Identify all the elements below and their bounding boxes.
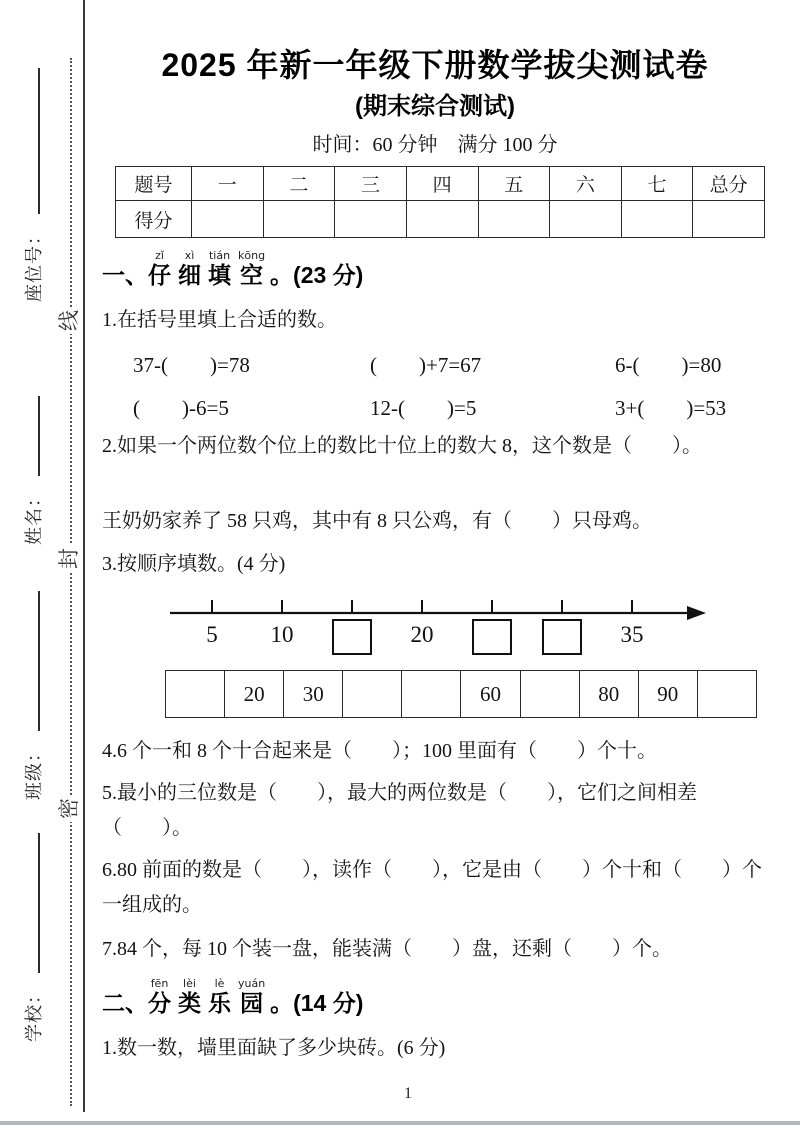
student-name-field: [20, 396, 46, 545]
school-label: 学校：: [24, 985, 44, 1042]
seal-char-xian: 线: [58, 307, 80, 334]
score-cell-empty: [550, 201, 622, 238]
section2-question-1-text: 1.数一数，墙里面缺了多少块砖。(6 分): [102, 1037, 446, 1059]
ruby-char: 园yuán: [238, 977, 266, 1016]
section2-prefix: 二、: [102, 990, 148, 1016]
question-6-text: 6.80 前面的数是（ ），读作（ ），它是由（ ）个十和（ ）个一组成的。: [102, 859, 762, 916]
sequence-cell: [697, 671, 756, 718]
blank-line: [24, 396, 40, 476]
sequence-table: [165, 670, 757, 718]
score-table-score-row: [116, 201, 765, 238]
ruby-char: 填tián: [208, 249, 231, 288]
bottom-edge-bar: [0, 1121, 800, 1125]
equation: ( )-6=5: [133, 395, 229, 420]
blank-line: [24, 591, 40, 731]
arrow-head: [687, 606, 706, 620]
section1-prefix: 一、: [102, 262, 148, 288]
score-cell-empty: [406, 201, 478, 238]
col-3: 三: [335, 167, 407, 201]
hen-question-text: 王奶奶家养了 58 只鸡，其中有 8 只公鸡，有（ ）只母鸡。: [102, 510, 652, 532]
ruby-char: 空kōng: [238, 249, 266, 288]
col-1: 一: [192, 167, 264, 201]
sequence-cell: 20: [225, 671, 284, 718]
page-subtitle: (期末综合测试): [355, 93, 515, 120]
tick-label: 20: [410, 622, 434, 647]
score-label: 得分: [116, 201, 192, 238]
section1-heading: [102, 250, 363, 290]
score-table: [115, 166, 765, 238]
question-7-text: 7.84 个，每 10 个装一盘，能装满（ ）盘，还剩（ ）个。: [102, 938, 672, 960]
equation-row: [103, 385, 783, 428]
score-table-header-row: [116, 167, 765, 201]
answer-box: [473, 620, 511, 654]
score-cell-empty: [621, 201, 693, 238]
ruby-char: 分fēn: [148, 977, 171, 1016]
col-6: 六: [550, 167, 622, 201]
col-4: 四: [406, 167, 478, 201]
seal-char-feng: 封: [58, 545, 80, 572]
blank-line: [24, 68, 40, 214]
sequence-cell: [402, 671, 461, 718]
score-cell-empty: [263, 201, 335, 238]
seal-char-mi: 密: [58, 795, 80, 822]
question-number-label: 题号: [116, 167, 192, 201]
fill-equations: [103, 342, 783, 428]
question-5-text: 5.最小的三位数是（ ），最大的两位数是（ ），它们之间相差（ ）。: [102, 782, 697, 839]
sequence-cell: [343, 671, 402, 718]
class-field: [20, 591, 46, 800]
col-7: 七: [621, 167, 693, 201]
tick-label: 10: [270, 622, 294, 647]
equation: 3+( )=53: [615, 395, 727, 420]
ruby-char: 乐lè: [208, 977, 231, 1016]
equation: 37-( )=78: [133, 352, 250, 377]
ruby-char: 细xì: [178, 249, 201, 288]
class-label: 班级：: [24, 743, 44, 800]
student-name-label: 姓名：: [24, 488, 44, 545]
seat-number-field: [20, 68, 46, 302]
blank-line: [24, 833, 40, 973]
seat-number-label: 座位号：: [24, 226, 44, 302]
equation: 12-( )=5: [370, 395, 477, 420]
col-2: 二: [263, 167, 335, 201]
number-line: [165, 590, 725, 662]
section2-points: 。(14 分): [270, 990, 364, 1016]
score-cell-empty: [192, 201, 264, 238]
page-number: 1: [404, 1085, 412, 1102]
score-cell-empty: [478, 201, 550, 238]
col-total: 总分: [693, 167, 765, 201]
equation: ( )+7=67: [370, 352, 482, 377]
sequence-cell: 30: [284, 671, 343, 718]
score-cell-empty: [693, 201, 765, 238]
page-title: 2025 年新一年级下册数学拔尖测试卷: [161, 47, 709, 83]
sequence-cell: [166, 671, 225, 718]
sequence-row: [166, 671, 757, 718]
question-1-text: 1.在括号里填上合适的数。: [102, 309, 337, 331]
seal-solid-line: [83, 0, 85, 1112]
ruby-char: 仔zǐ: [148, 249, 171, 288]
equation: 6-( )=80: [615, 352, 722, 377]
sequence-cell: 60: [461, 671, 520, 718]
sequence-cell: [520, 671, 579, 718]
school-field: [20, 833, 46, 1042]
question-4-text: 4.6 个一和 8 个十合起来是（ ）；100 里面有（ ）个十。: [102, 740, 657, 762]
score-cell-empty: [335, 201, 407, 238]
sequence-cell: 90: [638, 671, 697, 718]
seal-dotted-line: [70, 58, 72, 1106]
question-3-text: 3.按顺序填数。(4 分): [102, 553, 286, 575]
question-2-text: 2.如果一个两位数个位上的数比十位上的数大 8，这个数是（ ）。: [102, 435, 702, 457]
equation-row: [103, 342, 783, 385]
tick-label: 35: [620, 622, 644, 647]
section2-heading: [102, 978, 363, 1018]
section1-points: 。(23 分): [270, 262, 364, 288]
answer-box: [333, 620, 371, 654]
tick-label: 5: [206, 622, 218, 647]
sequence-cell: 80: [579, 671, 638, 718]
time-score-meta: 时间：60 分钟 满分 100 分: [312, 134, 558, 156]
answer-box: [543, 620, 581, 654]
col-5: 五: [478, 167, 550, 201]
ruby-char: 类lèi: [178, 977, 201, 1016]
